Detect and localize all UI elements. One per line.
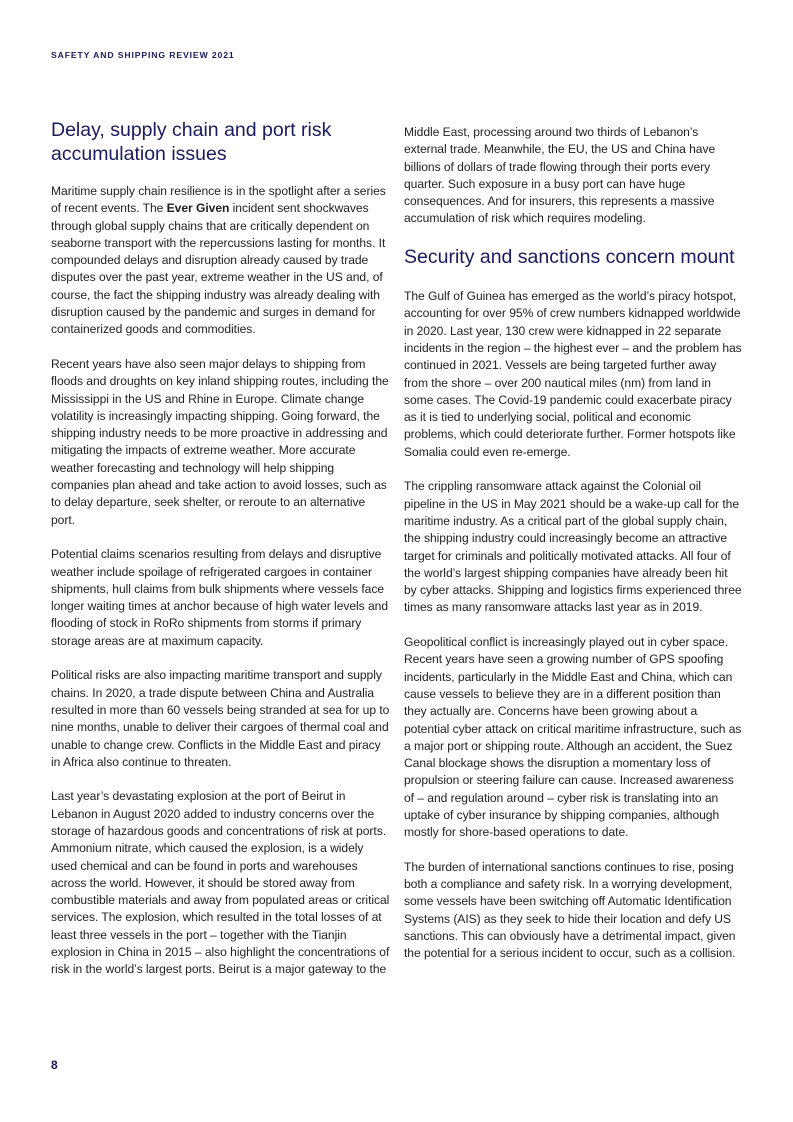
section-heading-delay: Delay, supply chain and port risk accumulation issues — [51, 119, 332, 165]
paragraph: The burden of international sanctions continues to rise, posing both a compliance and safety risk. In a worrying development, some vessels have been switching off Automatic Identification Systems (AIS) as they seek to hide their location and defy US sanctions. This can obviously have a detrimental impact, given the potential for a serious incident to occur, such as a collision. — [404, 859, 736, 961]
paragraph: The crippling ransomware attack against the Colonial oil pipeline in the US in May 2021 should be a wake-up call for the maritime industry. As a critical part of the global supply chain, the shipping industry could increasingly become an attractive target for criminals and politically motivated attacks. All four of the world’s largest shipping companies have already been hit by cyber attacks. Shipping and logistics firms experienced three times as many ransomware attacks last year as in 2019. — [404, 479, 742, 615]
paragraph: Potential claims scenarios resulting from delays and disruptive weather include spoilage of refrigerated cargoes in container shipments, hull claims from bulk shipments where vessels face longer waiting times at anchor because of high water levels and flooding of stock in RoRo shipments from storms if primary storage areas are at maximum capacity. — [51, 547, 389, 648]
paragraph: Last year’s devastating explosion at the port of Beirut in Lebanon in August 2020 added to industry concerns over the storage of hazardous goods and concentrations of risk at ports. Ammonium nitrate, which caused the explosion, is a widely used chemical and can be found in ports and warehouses across the world. However, it should be stored away from combustible materials and away from populated areas or critical services. The explosion, which resulted in the total losses of at least three vessels in the port – together with the Tianjin explosion in China in 2015 – also highlight the concentrations of risk in the world’s largest ports. Beirut is a major gateway to the — [51, 789, 390, 977]
right-column — [404, 124, 743, 980]
bold-term: Ever Given — [166, 201, 230, 216]
paragraph-text: Maritime supply chain resilience is in the spotlight after a series of recent events. The — [51, 184, 386, 216]
paragraph: Geopolitical conflict is increasingly played out in cyber space. Recent years have seen a growing number of GPS spoofing incidents, particularly in the Middle East and China, which can cause vessels to believe they are in a different position than they actually are. Concerns have been growing about a potential cyber attack on critical maritime infrastructure, such as a major port or shipping route. Although an accident, the Suez Canal blockage shows the disruption a momentary loss of propulsion or steering failure can cause. Increased awareness of – and regulation around – cyber risk is translating into an uptake of cyber insurance by shipping companies, although mostly for shore-based operations to date. — [404, 635, 742, 840]
paragraph: Middle East, processing around two thirds of Lebanon’s external trade. Meanwhile, the EU, the US and China have billions of dollars of trade flowing through their ports every quarter. Such exposure in a busy port can have huge consequences. And for insurers, this represents a massive accumulation of risk which requires modeling. — [404, 125, 716, 226]
left-column — [51, 118, 390, 996]
document-header: SAFETY AND SHIPPING REVIEW 2021 — [51, 50, 235, 60]
paragraph: Recent years have also seen major delays to shipping from floods and droughts on key inland shipping routes, including the Mississippi in the US and Rhine in Europe. Climate change volatility is increasingly impacting shipping. Going forward, the shipping industry needs to be more proactive in addressing and mitigating the impacts of extreme weather. More accurate weather forecasting and technology will help shipping companies plan ahead and take action to avoid losses, such as to delay departure, seek shelter, or reroute to an alternative port. — [51, 356, 389, 527]
page-number: 8 — [51, 1058, 58, 1072]
paragraph: The Gulf of Guinea has emerged as the world’s piracy hotspot, accounting for over 95% of crew numbers kidnapped worldwide in 2020. Last year, 130 crew were kidnapped in 22 separate incidents in the region – the highest ever – and the problem has continued in 2021. Vessels are being targeted further away from the shore – over 200 nautical miles (nm) from land in some cases. The Covid-19 pandemic could exacerbate piracy as it is tied to underlying social, political and economic problems, which could deteriorate further. Former hotspots like Somalia could even re-emerge. — [404, 289, 742, 459]
section-heading-security: Security and sanctions concern mount — [404, 246, 735, 269]
paragraph-text: incident sent shockwaves through global supply chains that are critically dependent on seaborne transport with the repercussions lasting for months. It compounded delays and disruption already caused by trade disputes over the past year, extreme weather in the US and, of course, the fact the shipping industry was already dealing with disruption caused by the pandemic and surges in demand for containerized goods and commodities. — [51, 201, 386, 337]
paragraph: Political risks are also impacting maritime transport and supply chains. In 2020, a trade dispute between China and Australia resulted in more than 60 vessels being stranded at sea for up to nine months, unable to deliver their cargoes of thermal coal and unable to change crew. Conflicts in the Middle East and piracy in Africa also continue to threaten. — [51, 668, 390, 769]
paragraph — [51, 183, 390, 339]
